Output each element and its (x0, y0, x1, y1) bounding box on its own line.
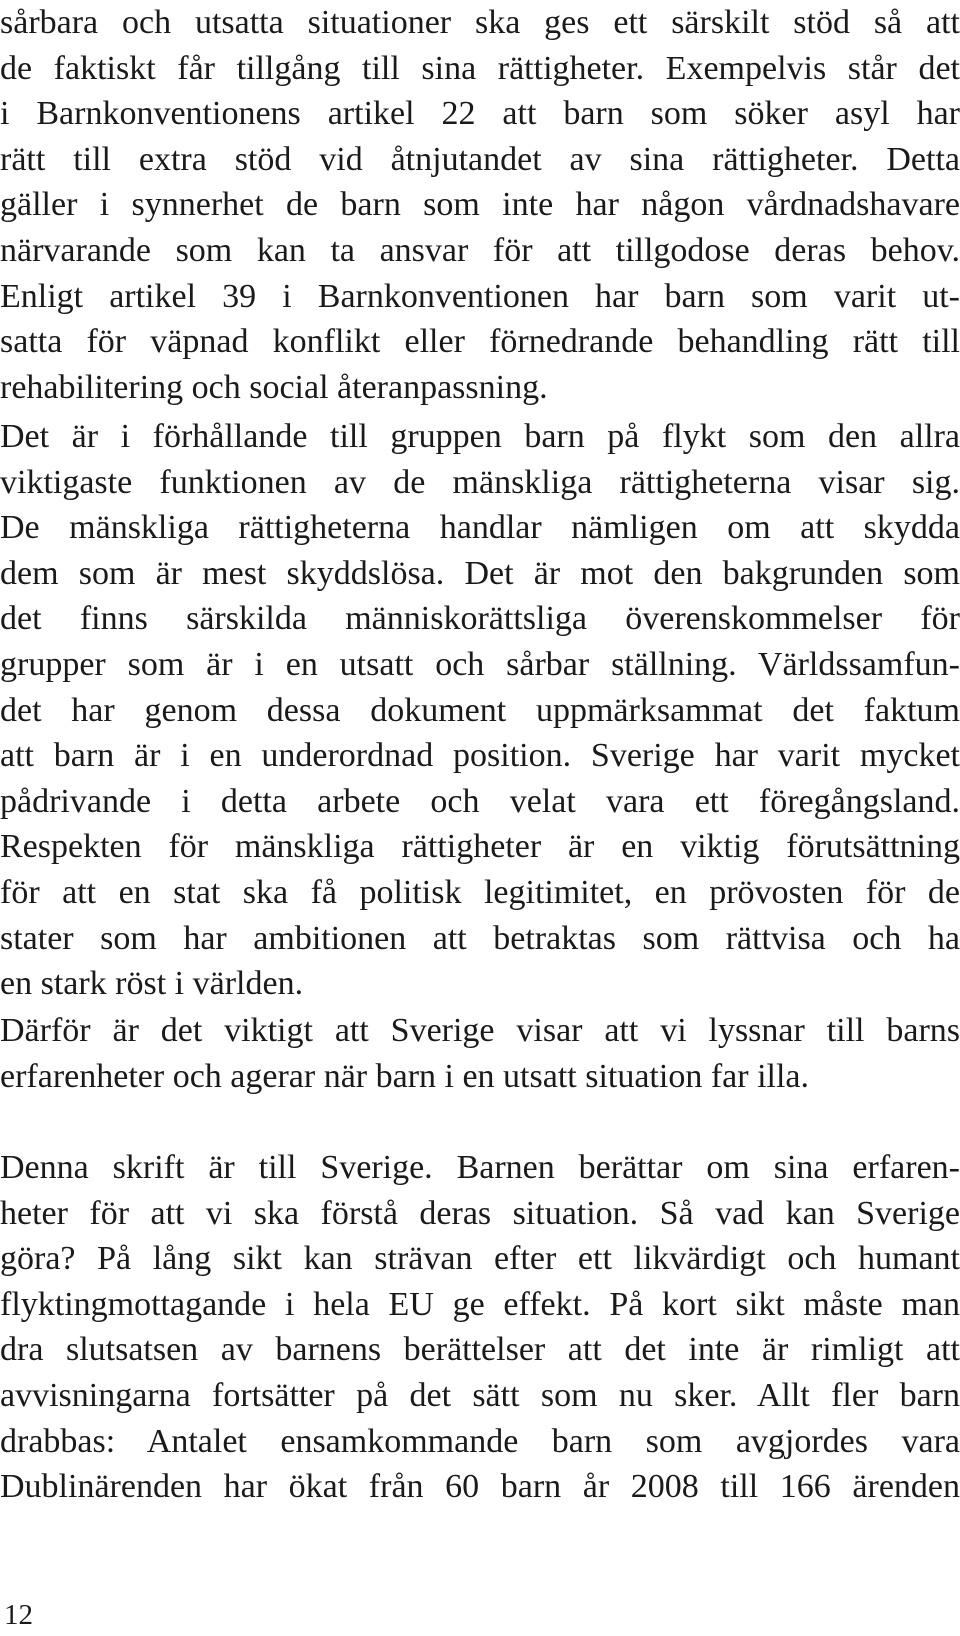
text-line: Respekten för mänskliga rättigheter är en viktig förutsättning (0, 828, 960, 866)
text-line: rehabilitering och social återanpassning. (0, 368, 548, 406)
text-line: närvarande som kan ta ansvar för att tillgodose deras behov. (0, 231, 960, 269)
text-line: dra slutsatsen av barnens berättelser att det inte är rimligt att (0, 1331, 960, 1369)
text-line: grupper som är i en utsatt och sårbar ställning. Världssamfun- (0, 645, 960, 683)
text-line: viktigaste funktionen av de mänskliga rättigheterna visar sig. (0, 463, 960, 501)
text-line: de faktiskt får tillgång till sina rättigheter. Exempelvis står det (0, 49, 960, 87)
text-line: Därför är det viktigt att Sverige visar att vi lyssnar till barns (0, 1012, 960, 1049)
text-line: pådrivande i detta arbete och velat vara ett föregångsland. (0, 782, 960, 820)
paragraph-4 (0, 1145, 960, 1510)
paragraph-2 (0, 414, 960, 1007)
text-line: en stark röst i världen. (0, 965, 304, 1003)
paragraph-1 (0, 0, 960, 410)
text-line: gäller i synnerhet de barn som inte har någon vårdnadshavare (0, 186, 960, 224)
text-line: drabbas: Antalet ensamkommande barn som avgjordes vara (0, 1422, 960, 1460)
text-line: sårbara och utsatta situationer ska ges ett särskilt stöd så att (0, 4, 960, 41)
text-line: det har genom dessa dokument uppmärksammat det faktum (0, 691, 960, 729)
text-line: Enligt artikel 39 i Barnkonventionen har barn som varit ut- (0, 277, 960, 315)
paragraph-3 (0, 1008, 960, 1099)
text-line: stater som har ambitionen att betraktas som rättvisa och ha (0, 919, 960, 957)
text-line: heter för att vi ska förstå deras situation. Så vad kan Sverige (0, 1194, 960, 1232)
text-line: rätt till extra stöd vid åtnjutandet av sina rättigheter. Detta (0, 140, 960, 178)
text-line: flyktingmottagande i hela EU ge effekt. På kort sikt måste man (0, 1285, 960, 1323)
text-line: för att en stat ska få politisk legitimitet, en prövosten för de (0, 873, 960, 911)
text-line: erfarenheter och agerar när barn i en utsatt situation far illa. (0, 1057, 809, 1095)
text-line: i Barnkonventionens artikel 22 att barn som söker asyl har (0, 95, 960, 133)
page-number: 12 (4, 1599, 33, 1631)
text-line: det finns särskilda människorättsliga överenskommelser för (0, 600, 960, 638)
text-line: Det är i förhållande till gruppen barn på flykt som den allra (0, 418, 960, 455)
text-line: De mänskliga rättigheterna handlar nämligen om att skydda (0, 509, 960, 547)
text-line: Dublinärenden har ökat från 60 barn år 2008 till 166 ärenden (0, 1468, 960, 1506)
text-line: avvisningarna fortsätter på det sätt som nu sker. Allt fler barn (0, 1376, 960, 1414)
text-line: göra? På lång sikt kan strävan efter ett likvärdigt och humant (0, 1240, 960, 1278)
text-line: att barn är i en underordnad position. Sverige har varit mycket (0, 737, 960, 775)
text-line: dem som är mest skyddslösa. Det är mot den bakgrunden som (0, 554, 960, 592)
text-line: Denna skrift är till Sverige. Barnen berättar om sina erfaren- (0, 1149, 960, 1186)
text-line: satta för väpnad konflikt eller förnedrande behandling rätt till (0, 323, 960, 361)
